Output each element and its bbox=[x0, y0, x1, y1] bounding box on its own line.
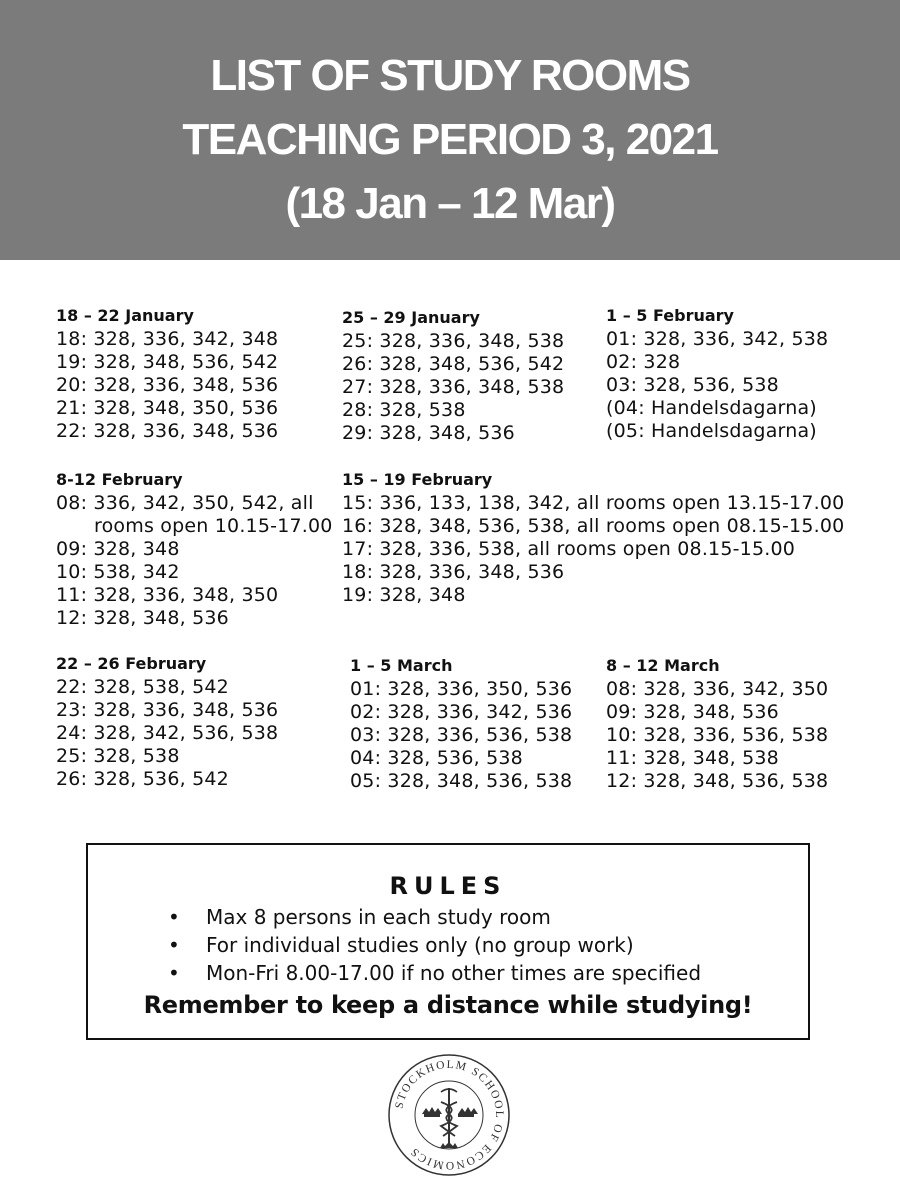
bullet-icon: • bbox=[168, 933, 180, 957]
week-block-1-5-february bbox=[606, 306, 828, 443]
day-entry: 26: 328, 348, 536, 542 bbox=[342, 353, 565, 375]
day-entry: 26: 328, 536, 542 bbox=[56, 768, 229, 790]
day-entry: 10: 538, 342 bbox=[56, 561, 180, 583]
day-entry: 27: 328, 336, 348, 538 bbox=[342, 376, 565, 398]
seal-text: STOCKHOLM SCHOOL OF ECONOMICS bbox=[393, 1058, 506, 1172]
week-date: 1 – 5 February bbox=[606, 306, 734, 325]
day-entry: 10: 328, 336, 536, 538 bbox=[606, 724, 829, 746]
week-block-1-5-march bbox=[350, 656, 572, 793]
day-entry: 09: 328, 348 bbox=[56, 538, 180, 560]
rule-text: For individual studies only (no group work) bbox=[206, 933, 634, 957]
day-entry: 21: 328, 348, 350, 536 bbox=[56, 397, 279, 419]
day-entry: 17: 328, 336, 538, all rooms open 08.15-15.00 bbox=[342, 538, 796, 560]
rule-item bbox=[168, 931, 808, 959]
rule-text: Mon-Fri 8.00-17.00 if no other times are specified bbox=[206, 961, 702, 985]
day-entry: 16: 328, 348, 536, 538, all rooms open 08.15-15.00 bbox=[342, 515, 845, 537]
week-block-18-22-january bbox=[56, 306, 278, 443]
day-entry: 04: 328, 536, 538 bbox=[350, 747, 523, 769]
week-block-22-26-february bbox=[56, 654, 278, 791]
day-entry: 05: 328, 348, 536, 538 bbox=[350, 770, 573, 792]
day-entry: 20: 328, 336, 348, 536 bbox=[56, 374, 279, 396]
day-entry: 25: 328, 538 bbox=[56, 745, 180, 767]
rule-item bbox=[168, 959, 808, 987]
week-date: 1 – 5 March bbox=[350, 656, 453, 675]
header-title-line-2: TEACHING PERIOD 3, 2021 bbox=[182, 115, 718, 164]
week-block-8-12-february bbox=[56, 470, 333, 630]
day-entry-continued: rooms open 10.15-17.00 bbox=[94, 515, 333, 537]
day-entry: 03: 328, 536, 538 bbox=[606, 374, 779, 396]
rule-text: Max 8 persons in each study room bbox=[206, 905, 551, 929]
day-entry: 23: 328, 336, 348, 536 bbox=[56, 699, 279, 721]
day-entry: 11: 328, 336, 348, 350 bbox=[56, 584, 279, 606]
week-date: 25 – 29 January bbox=[342, 308, 480, 327]
rules-box bbox=[86, 843, 810, 1040]
week-date: 8-12 February bbox=[56, 470, 183, 489]
day-entry: 22: 328, 538, 542 bbox=[56, 676, 229, 698]
day-entry: 18: 328, 336, 348, 536 bbox=[342, 561, 565, 583]
day-entry: 25: 328, 336, 348, 538 bbox=[342, 330, 565, 352]
day-entry: 09: 328, 348, 536 bbox=[606, 701, 779, 723]
day-entry: 29: 328, 348, 536 bbox=[342, 422, 515, 444]
day-entry: 01: 328, 336, 342, 538 bbox=[606, 328, 829, 350]
rules-title: RULES bbox=[389, 872, 507, 900]
day-entry: 15: 336, 133, 138, 342, all rooms open 13.15-17.00 bbox=[342, 492, 845, 514]
day-entry: (04: Handelsdagarna) bbox=[606, 397, 817, 419]
day-entry: 08: 328, 336, 342, 350 bbox=[606, 678, 829, 700]
day-entry: 28: 328, 538 bbox=[342, 399, 466, 421]
week-date: 22 – 26 February bbox=[56, 654, 207, 673]
day-entry: 19: 328, 348 bbox=[342, 584, 466, 606]
day-entry: (05: Handelsdagarna) bbox=[606, 420, 817, 442]
week-date: 18 – 22 January bbox=[56, 306, 194, 325]
day-entry: 18: 328, 336, 342, 348 bbox=[56, 328, 279, 350]
day-entry: 24: 328, 342, 536, 538 bbox=[56, 722, 279, 744]
week-block-25-29-january bbox=[342, 308, 564, 445]
page-header bbox=[0, 0, 900, 260]
day-entry: 11: 328, 348, 538 bbox=[606, 747, 779, 769]
school-logo bbox=[386, 1052, 512, 1178]
bullet-icon: • bbox=[168, 905, 180, 929]
day-entry: 08: 336, 342, 350, 542, all bbox=[56, 492, 314, 514]
day-entry: 03: 328, 336, 536, 538 bbox=[350, 724, 573, 746]
remember-notice: Remember to keep a distance while studying! bbox=[143, 991, 753, 1019]
day-entry: 01: 328, 336, 350, 536 bbox=[350, 678, 573, 700]
header-title-line-1: LIST OF STUDY ROOMS bbox=[210, 51, 690, 100]
day-entry: 12: 328, 348, 536 bbox=[56, 607, 229, 629]
day-entry: 02: 328, 336, 342, 536 bbox=[350, 701, 573, 723]
day-entry: 22: 328, 336, 348, 536 bbox=[56, 420, 279, 442]
rules-list bbox=[88, 903, 808, 987]
week-block-8-12-march bbox=[606, 656, 828, 793]
week-date: 8 – 12 March bbox=[606, 656, 720, 675]
sse-seal-icon bbox=[386, 1052, 512, 1178]
day-entry: 12: 328, 348, 536, 538 bbox=[606, 770, 829, 792]
day-entry: 19: 328, 348, 536, 542 bbox=[56, 351, 279, 373]
header-title-line-3: (18 Jan – 12 Mar) bbox=[285, 179, 615, 228]
week-block-15-19-february bbox=[342, 470, 844, 607]
day-entry: 02: 328 bbox=[606, 351, 681, 373]
week-date: 15 – 19 February bbox=[342, 470, 493, 489]
bullet-icon: • bbox=[168, 961, 180, 985]
rule-item bbox=[168, 903, 808, 931]
